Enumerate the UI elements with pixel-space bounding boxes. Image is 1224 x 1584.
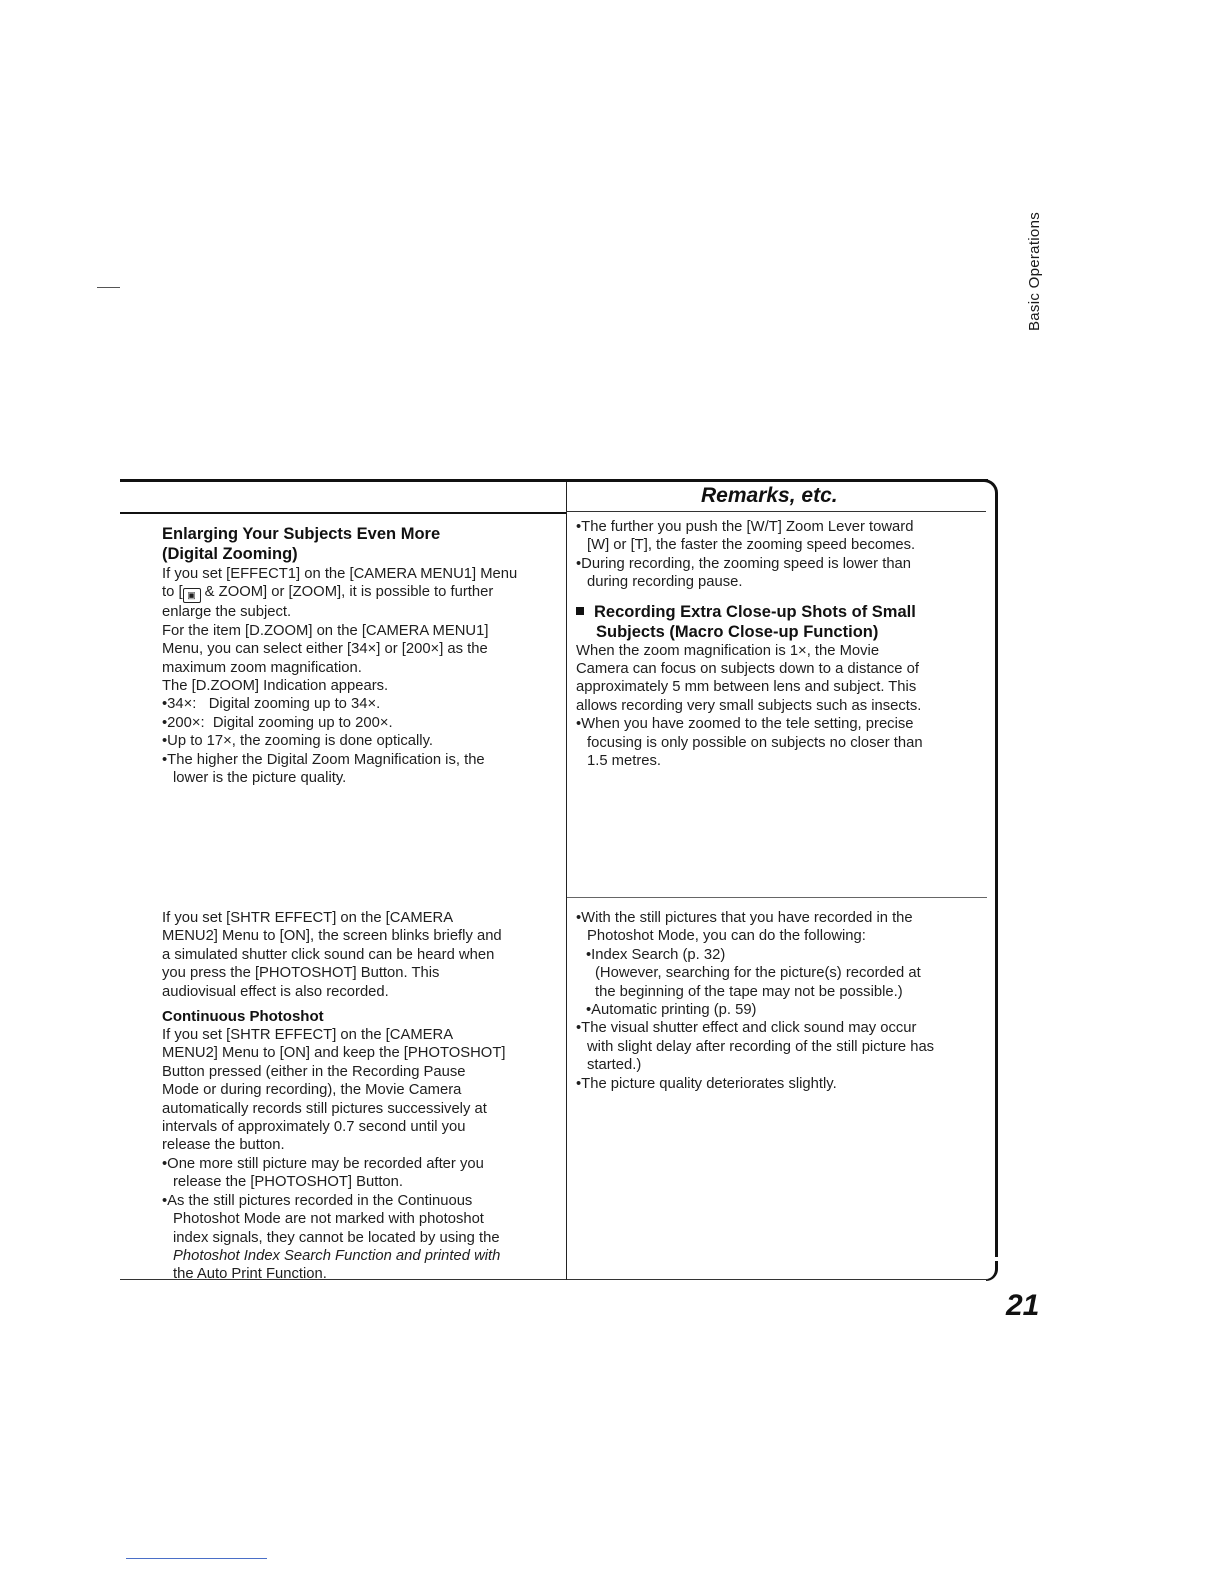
- camera-effect-icon: ▣: [183, 588, 201, 603]
- section-tab-label: Basic Operations: [1026, 211, 1044, 331]
- bullet-item: •With the still pictures that you have recorded in the: [576, 910, 913, 926]
- bullet-continuation: release the [PHOTOSHOT] Button.: [173, 1174, 403, 1191]
- sub-bullet-note: (However, searching for the picture(s) recorded at: [595, 965, 921, 982]
- paragraph-line: Menu, you can select either [34×] or [200×] as the: [162, 641, 488, 658]
- bullet-continuation: during recording pause.: [587, 574, 743, 591]
- bullet-item: •As the still pictures recorded in the Continuous: [162, 1192, 473, 1209]
- paragraph-line: Camera can focus on subjects down to a distance of: [576, 661, 919, 678]
- remarks-title: Remarks, etc.: [701, 484, 838, 507]
- paragraph-line: If you set [SHTR EFFECT] on the [CAMERA: [162, 1027, 454, 1044]
- shutter-remarks-section: [576, 909, 992, 1093]
- paragraph-line: intervals of approximately 0.7 second until you: [162, 1119, 466, 1136]
- paragraph-line: you press the [PHOTOSHOT] Button. This: [162, 965, 440, 982]
- paragraph-line: For the item [D.ZOOM] on the [CAMERA MENU1]: [162, 622, 489, 639]
- bullet-item: •The picture quality deteriorates slightly.: [576, 1075, 837, 1092]
- page-number: 21: [1006, 1289, 1040, 1322]
- square-bullet-icon: [576, 607, 584, 615]
- bullet-item: •When you have zoomed to the tele setting, precise: [576, 716, 914, 733]
- bullet-continuation: focusing is only possible on subjects no closer than: [587, 734, 923, 751]
- paragraph-line: MENU2] Menu to [ON], the screen blinks briefly and: [162, 928, 502, 945]
- paragraph-line: maximum zoom magnification.: [162, 659, 362, 676]
- frame-right-rule: [995, 499, 998, 1257]
- left-header-rule: [120, 512, 566, 514]
- right-header-rule: [566, 511, 986, 512]
- bullet-item: •200×: Digital zooming up to 200×.: [162, 714, 393, 731]
- bullet-item: •The higher the Digital Zoom Magnification is, the: [162, 751, 485, 768]
- continuous-photoshot-heading: Continuous Photoshot: [162, 1008, 324, 1026]
- digital-zoom-heading: Enlarging Your Subjects Even More: [162, 525, 441, 543]
- bullet-continuation: Photoshot Mode, you can do the following:: [587, 928, 866, 945]
- bullet-continuation: [W] or [T], the faster the zooming speed becomes.: [587, 537, 916, 554]
- paragraph-line: If you set [SHTR EFFECT] on the [CAMERA: [162, 910, 454, 926]
- paragraph-line: audiovisual effect is also recorded.: [162, 983, 389, 1000]
- paragraph-line: Button pressed (either in the Recording Pause: [162, 1063, 466, 1080]
- bullet-continuation: 1.5 metres.: [587, 753, 662, 770]
- shutter-effect-section: [162, 909, 562, 1284]
- bullet-continuation: Photoshot Mode are not marked with photoshot: [173, 1211, 484, 1228]
- paragraph-line: If you set [EFFECT1] on the [CAMERA MENU1] Menu: [162, 566, 518, 582]
- digital-zoom-heading-sub: (Digital Zooming): [162, 545, 298, 563]
- paragraph-line: automatically records still pictures successively at: [162, 1100, 487, 1117]
- paragraph-fragment: to [: [162, 584, 183, 601]
- frame-top-corner: [984, 479, 998, 501]
- paragraph-line: a simulated shutter click sound can be heard when: [162, 946, 495, 963]
- paragraph-line: enlarge the subject.: [162, 604, 292, 621]
- zoom-remarks-section: [576, 518, 992, 770]
- bullet-item: •One more still picture may be recorded after you: [162, 1155, 484, 1172]
- paragraph-line: Mode or during recording), the Movie Camera: [162, 1082, 462, 1099]
- digital-zoom-section: [162, 524, 567, 787]
- macro-heading-sub: Subjects (Macro Close-up Function): [596, 622, 879, 641]
- footer-rule: [126, 1558, 267, 1559]
- sub-bullet-note: the beginning of the tape may not be possible.): [595, 983, 903, 1000]
- bullet-continuation: Photoshot Index Search Function and printed with: [173, 1247, 501, 1264]
- bullet-continuation: index signals, they cannot be located by using the: [173, 1229, 500, 1246]
- bullet-item: •Up to 17×, the zooming is done optically.: [162, 733, 433, 750]
- paragraph-line: allows recording very small subjects such as insects.: [576, 697, 922, 714]
- frame-bottom-corner: [986, 1261, 998, 1281]
- frame-top-rule: [120, 479, 988, 482]
- bullet-continuation: lower is the picture quality.: [173, 770, 347, 787]
- row-divider: [567, 897, 987, 898]
- bullet-item: •34×: Digital zooming up to 34×.: [162, 696, 381, 713]
- paragraph-line: approximately 5 mm between lens and subject. This: [576, 679, 917, 696]
- macro-heading: Recording Extra Close-up Shots of Small: [576, 602, 992, 622]
- paragraph-line: [162, 583, 567, 603]
- margin-mark: [97, 287, 120, 288]
- bullet-item: •During recording, the zooming speed is lower than: [576, 555, 912, 572]
- sub-bullet-item: •Automatic printing (p. 59): [586, 1002, 757, 1019]
- paragraph-line: When the zoom magnification is 1×, the Movie: [576, 642, 880, 659]
- bullet-continuation: with slight delay after recording of the still picture has: [587, 1038, 935, 1055]
- paragraph-line: MENU2] Menu to [ON] and keep the [PHOTOSHOT]: [162, 1045, 506, 1062]
- bullet-continuation: started.): [587, 1057, 642, 1074]
- paragraph-fragment: & ZOOM] or [ZOOM], it is possible to further: [200, 584, 494, 601]
- bullet-continuation: the Auto Print Function.: [173, 1266, 327, 1283]
- section-tab: [1022, 200, 1048, 342]
- paragraph-line: The [D.ZOOM] Indication appears.: [162, 678, 389, 695]
- sub-bullet-item: •Index Search (p. 32): [586, 946, 726, 963]
- bullet-item: •The visual shutter effect and click sound may occur: [576, 1020, 917, 1037]
- paragraph-line: release the button.: [162, 1137, 285, 1154]
- bullet-item: •The further you push the [W/T] Zoom Lever toward: [576, 519, 914, 535]
